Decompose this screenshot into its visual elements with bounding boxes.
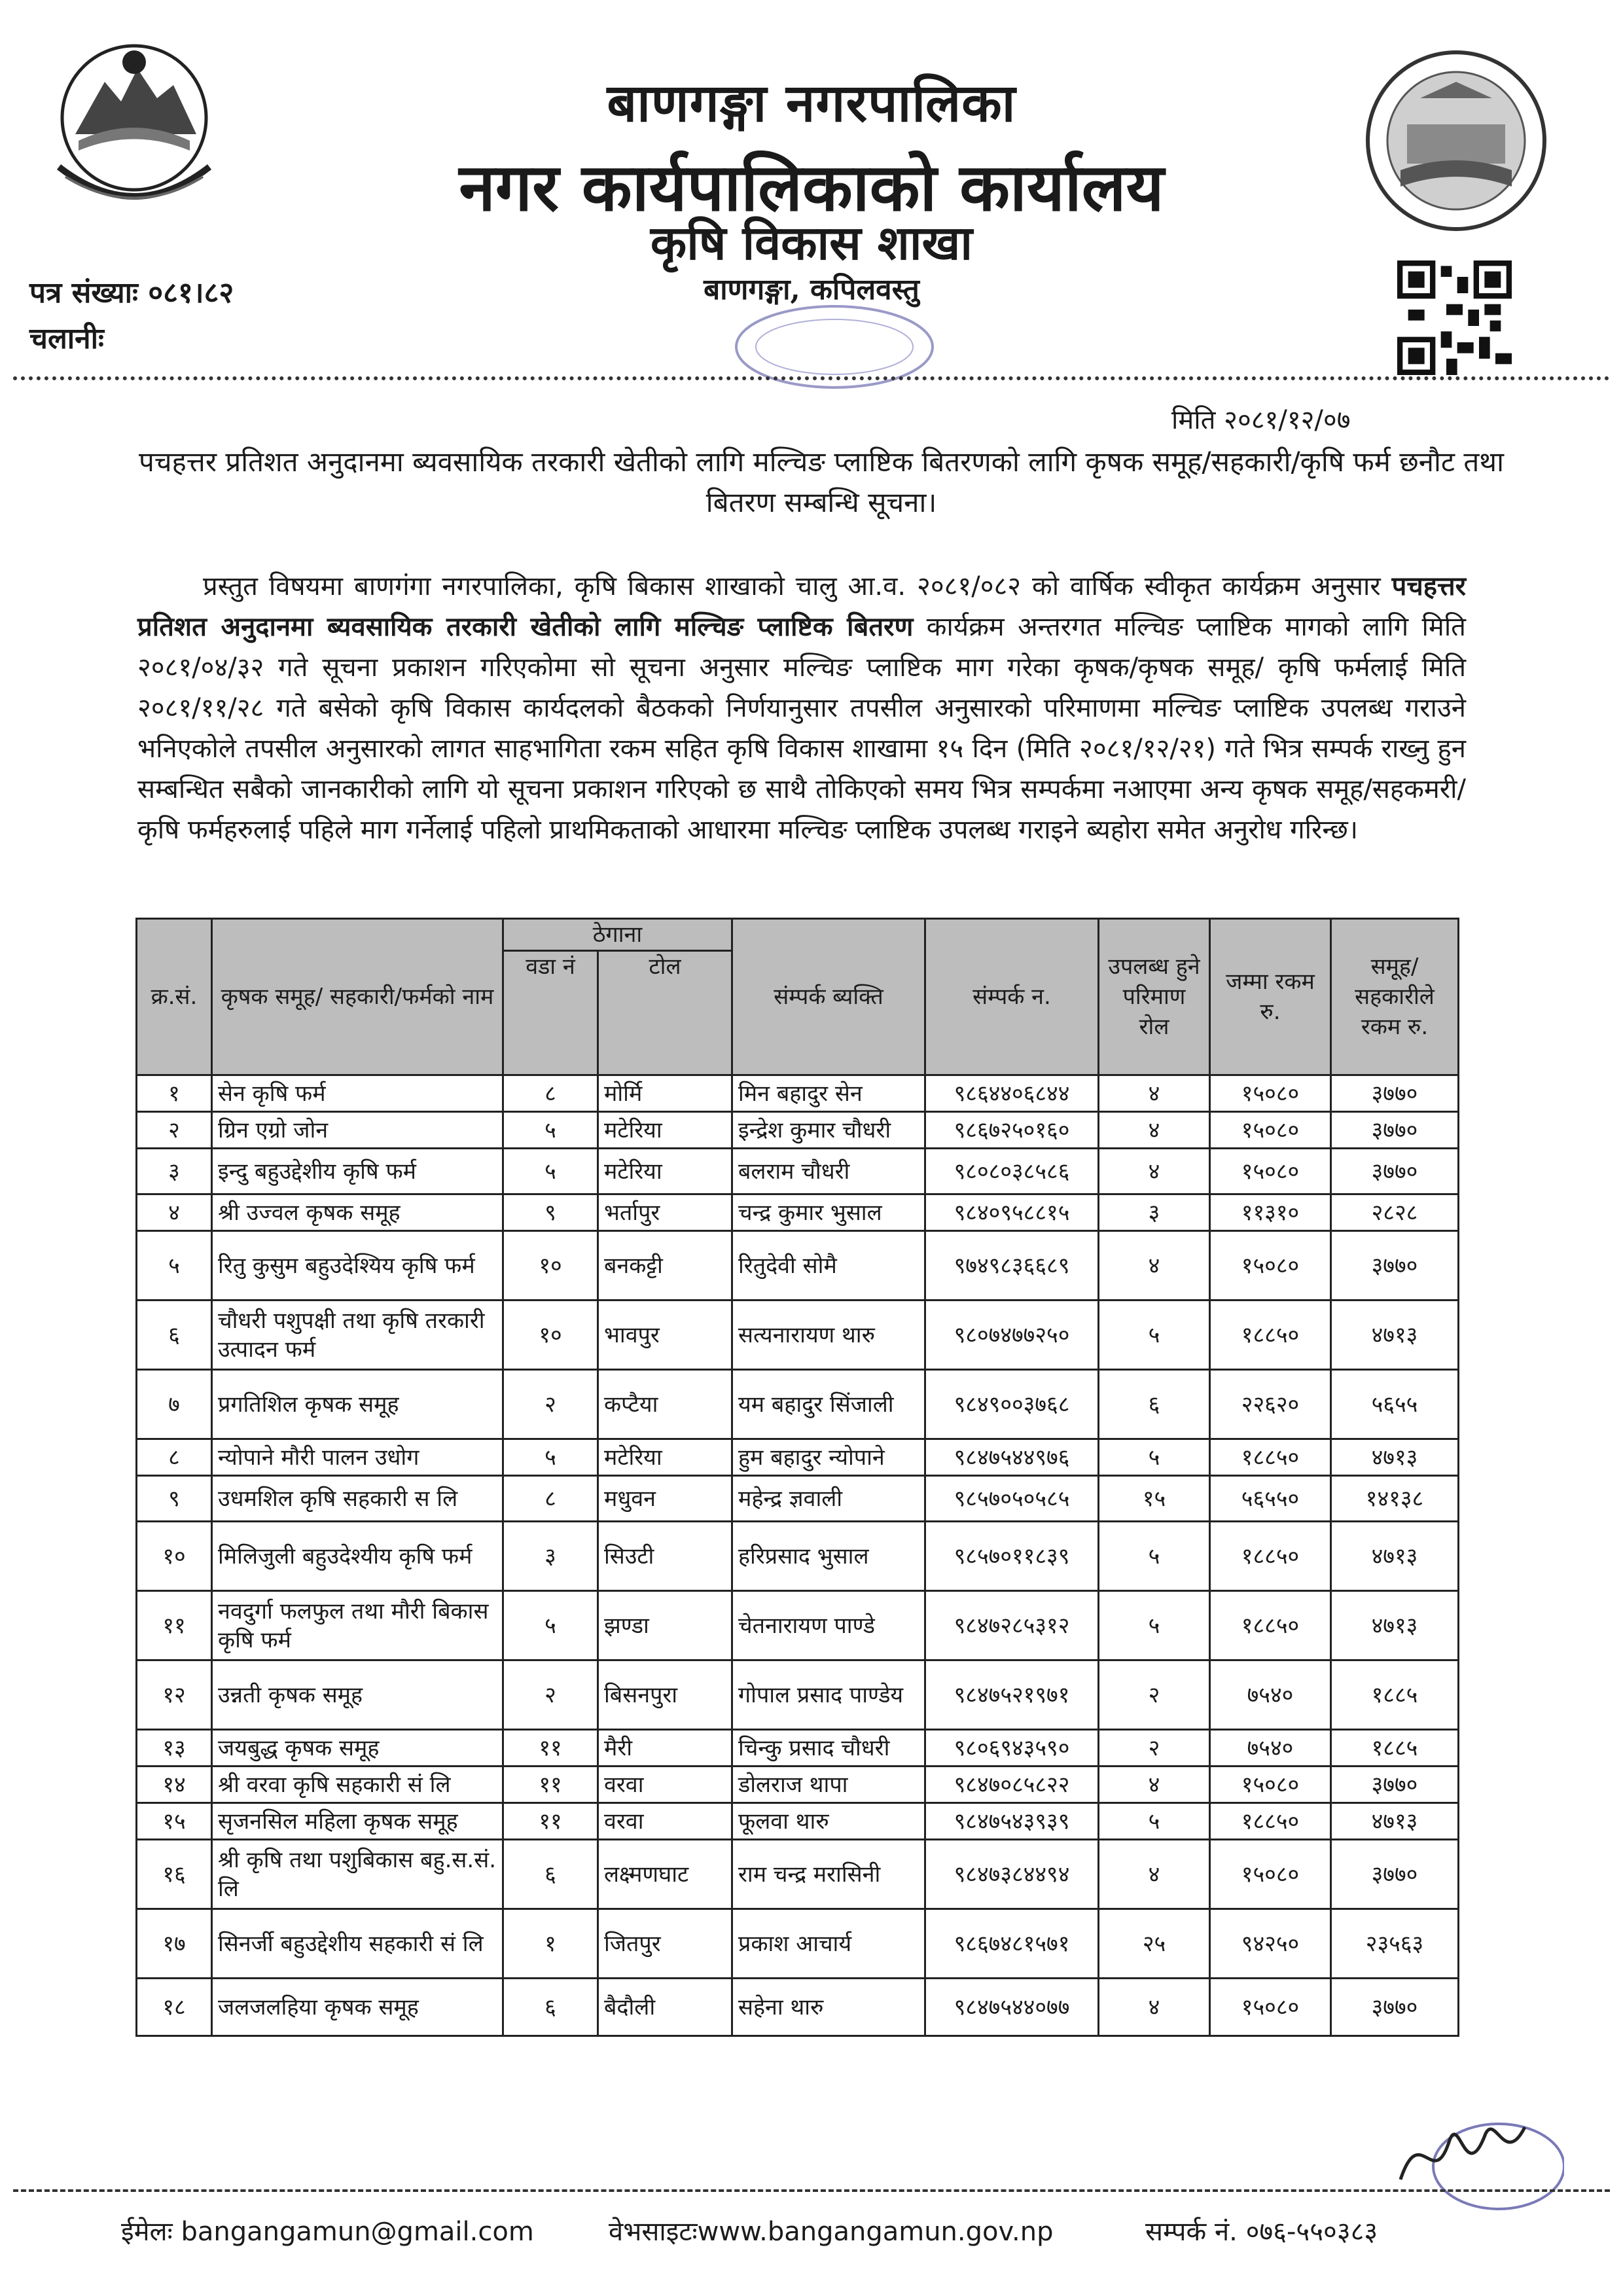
cell-phone: ९८४०९५८८१५: [925, 1194, 1099, 1231]
header-contact-person: संम्पर्क ब्यक्ति: [732, 919, 925, 1075]
cell-tole: मटेरिया: [598, 1439, 732, 1476]
office-name: नगर कार्यपालिकाको कार्यालय: [459, 149, 1164, 226]
cell-sn: ८: [137, 1439, 212, 1476]
cell-sn: ६: [137, 1300, 212, 1370]
cell-qty: १५: [1099, 1476, 1210, 1522]
cell-ward: ११: [503, 1767, 598, 1803]
cell-total: १५०८०: [1210, 1979, 1331, 2036]
cell-share: ३७७०: [1331, 1767, 1459, 1803]
table-row: [137, 1909, 1459, 1979]
cell-tole: बनकट्टी: [598, 1231, 732, 1300]
cell-total: १५०८०: [1210, 1149, 1331, 1194]
cell-person: यम बहादुर सिंजाली: [732, 1370, 925, 1439]
cell-tole: बिसनपुरा: [598, 1660, 732, 1730]
cell-sn: १६: [137, 1840, 212, 1909]
cell-qty: ५: [1099, 1803, 1210, 1840]
footer-email: ईमेलः bangangamun@gmail.com: [121, 2217, 534, 2247]
cell-phone: ९८४७३८४४९४: [925, 1840, 1099, 1909]
cell-person: हरिप्रसाद भुसाल: [732, 1522, 925, 1591]
cell-sn: १०: [137, 1522, 212, 1591]
cell-ward: १: [503, 1909, 598, 1979]
cell-ward: ६: [503, 1840, 598, 1909]
cell-name: प्रगतिशिल कृषक समूह: [212, 1370, 503, 1439]
table-row: [137, 1476, 1459, 1522]
cell-total: १५०८०: [1210, 1767, 1331, 1803]
cell-person: मिन बहादुर सेन: [732, 1075, 925, 1112]
cell-share: ३७७०: [1331, 1112, 1459, 1149]
section-name: कृषि विकास शाखा: [650, 215, 973, 270]
cell-share: १८८५: [1331, 1730, 1459, 1767]
table-body: [137, 1075, 1459, 2036]
cell-qty: ५: [1099, 1300, 1210, 1370]
cell-sn: ५: [137, 1231, 212, 1300]
footer-phone: सम्पर्क नं. ०७६-५५०३८३: [1145, 2217, 1378, 2247]
cell-person: चन्द्र कुमार भुसाल: [732, 1194, 925, 1231]
cell-name: सृजनसिल महिला कृषक समूह: [212, 1803, 503, 1840]
header-tole: टोल: [598, 951, 732, 1075]
header-quantity: उपलब्ध हुने परिमाण रोल: [1099, 919, 1210, 1075]
cell-total: ७५४०: [1210, 1660, 1331, 1730]
table-row: [137, 1370, 1459, 1439]
cell-qty: ५: [1099, 1591, 1210, 1660]
cell-sn: ९: [137, 1476, 212, 1522]
cell-phone: ९८४७५४३९३९: [925, 1803, 1099, 1840]
cell-share: ४७१३: [1331, 1522, 1459, 1591]
cell-tole: मधुवन: [598, 1476, 732, 1522]
cell-tole: बैदौली: [598, 1979, 732, 2036]
municipality-name: बाणगङ्गा नगरपालिका: [607, 72, 1016, 134]
cell-qty: ४: [1099, 1112, 1210, 1149]
cell-person: बलराम चौधरी: [732, 1149, 925, 1194]
cell-tole: लक्ष्मणघाट: [598, 1840, 732, 1909]
table-row: [137, 1075, 1459, 1112]
cell-tole: मोर्मि: [598, 1075, 732, 1112]
cell-share: ४७१३: [1331, 1439, 1459, 1476]
cell-ward: ५: [503, 1591, 598, 1660]
header-ward: वडा नं: [503, 951, 598, 1075]
cell-name: श्री कृषि तथा पशुबिकास बहु.स.सं. लि: [212, 1840, 503, 1909]
cell-name: सिनर्जी बहुउद्देशीय सहकारी सं लि: [212, 1909, 503, 1979]
cell-person: रितुदेवी सोमै: [732, 1231, 925, 1300]
cell-share: ३७७०: [1331, 1149, 1459, 1194]
cell-phone: ९८०७४७७२५०: [925, 1300, 1099, 1370]
notice-body: [137, 566, 1466, 850]
cell-tole: मैरी: [598, 1730, 732, 1767]
cell-sn: १: [137, 1075, 212, 1112]
header-total: जम्मा रकम रु.: [1210, 919, 1331, 1075]
cell-total: १५०८०: [1210, 1231, 1331, 1300]
header-contact-no: संम्पर्क न.: [925, 919, 1099, 1075]
cell-tole: झण्डा: [598, 1591, 732, 1660]
cell-tole: वरवा: [598, 1803, 732, 1840]
cell-sn: २: [137, 1112, 212, 1149]
cell-tole: मटेरिया: [598, 1149, 732, 1194]
cell-ward: ८: [503, 1476, 598, 1522]
cell-name: जलजलहिया कृषक समूह: [212, 1979, 503, 2036]
cell-ward: १०: [503, 1231, 598, 1300]
cell-total: १५०८०: [1210, 1112, 1331, 1149]
cell-sn: १२: [137, 1660, 212, 1730]
table-row: [137, 1300, 1459, 1370]
cell-name: उन्नती कृषक समूह: [212, 1660, 503, 1730]
cell-share: ४७१३: [1331, 1803, 1459, 1840]
cell-share: ४७१३: [1331, 1591, 1459, 1660]
cell-sn: १५: [137, 1803, 212, 1840]
cell-phone: ९८५७०५०५८५: [925, 1476, 1099, 1522]
cell-name: ग्रिन एग्रो जोन: [212, 1112, 503, 1149]
cell-total: २२६२०: [1210, 1370, 1331, 1439]
cell-total: ७५४०: [1210, 1730, 1331, 1767]
cell-person: गोपाल प्रसाद पाण्डेय: [732, 1660, 925, 1730]
table-row: [137, 1439, 1459, 1476]
cell-phone: ९८६७२५०१६०: [925, 1112, 1099, 1149]
table-row: [137, 1591, 1459, 1660]
office-location: बाणगङ्गा, कपिलवस्तु: [704, 273, 919, 306]
cell-share: १४१३८: [1331, 1476, 1459, 1522]
cell-sn: १४: [137, 1767, 212, 1803]
table-row: [137, 1194, 1459, 1231]
cell-total: ११३१०: [1210, 1194, 1331, 1231]
cell-tole: सिउटी: [598, 1522, 732, 1591]
cell-phone: ९८४७२८५३१२: [925, 1591, 1099, 1660]
cell-person: हुम बहादुर न्योपाने: [732, 1439, 925, 1476]
cell-qty: ६: [1099, 1370, 1210, 1439]
cell-person: डोलराज थापा: [732, 1767, 925, 1803]
cell-ward: ९: [503, 1194, 598, 1231]
header-separator: [13, 376, 1610, 380]
cell-sn: १३: [137, 1730, 212, 1767]
cell-tole: मटेरिया: [598, 1112, 732, 1149]
cell-qty: ५: [1099, 1522, 1210, 1591]
header-name: कृषक समूह/ सहकारी/फर्मको नाम: [212, 919, 503, 1075]
cell-phone: ९८४७५४४०७७: [925, 1979, 1099, 2036]
dispatch-number: चलानीः: [29, 322, 104, 355]
cell-sn: ४: [137, 1194, 212, 1231]
table-row: [137, 1522, 1459, 1591]
table-row: [137, 1803, 1459, 1840]
cell-qty: ५: [1099, 1439, 1210, 1476]
header-sn: क्र.सं.: [137, 919, 212, 1075]
cell-name: चौधरी पशुपक्षी तथा कृषि तरकारी उत्पादन फर्म: [212, 1300, 503, 1370]
cell-total: ५६५५०: [1210, 1476, 1331, 1522]
office-stamp-icon: [726, 298, 942, 396]
cell-person: चिन्कु प्रसाद चौधरी: [732, 1730, 925, 1767]
cell-total: १८८५०: [1210, 1803, 1331, 1840]
table-row: [137, 1840, 1459, 1909]
cell-sn: १८: [137, 1979, 212, 2036]
table-row: [137, 1730, 1459, 1767]
cell-tole: जितपुर: [598, 1909, 732, 1979]
cell-name: उधमशिल कृषि सहकारी स लि: [212, 1476, 503, 1522]
cell-sn: १७: [137, 1909, 212, 1979]
cell-ward: ५: [503, 1112, 598, 1149]
footer-website: वेभसाइटःwww.bangangamun.gov.np: [609, 2217, 1054, 2247]
cell-total: ९४२५०: [1210, 1909, 1331, 1979]
cell-ward: ३: [503, 1522, 598, 1591]
cell-phone: ९७४९८३६६८९: [925, 1231, 1099, 1300]
cell-tole: वरवा: [598, 1767, 732, 1803]
cell-phone: ९८५७०११८३९: [925, 1522, 1099, 1591]
cell-name: इन्दु बहुउद्देशीय कृषि फर्म: [212, 1149, 503, 1194]
beneficiary-table: [135, 918, 1459, 2037]
table-row: [137, 1149, 1459, 1194]
cell-tole: भर्तापुर: [598, 1194, 732, 1231]
cell-total: १८८५०: [1210, 1591, 1331, 1660]
signature-stamp-icon: [1387, 2094, 1564, 2212]
cell-sn: ३: [137, 1149, 212, 1194]
cell-total: १८८५०: [1210, 1522, 1331, 1591]
cell-phone: ९८४७०८५८२२: [925, 1767, 1099, 1803]
body-part-2: कार्यक्रम अन्तरगत मल्चिङ प्लाष्टिक मागको लागि मिति २०८१/०४/३२ गते सूचना प्रकाशन गरिएकोमा सो सूचना अनुसार मल्चिङ प्लाष्टिक माग गरेका कृषक/कृषक समूह/ कृषि फर्मलाई मिति २०८१/११/२८ गते बसेको कृषि विकास कार्यदलको बैठकको निर्णयानुसार तपसील अनुसारको परिमाणमा मल्चिङ प्लाष्टिक उपलब्ध गराउने भनिएकोले तपसील अनुसारको लागत साहभागिता रकम सहित कृषि विकास शाखामा १५ दिन (मिति २०८१/१२/२१) गते भित्र सम्पर्क राख्नु हुन सम्बन्धित सबैको जानकारीको लागि यो सूचना प्रकाशन गरिएको छ साथै तोकिएको समय भित्र सम्पर्कमा नआएमा अन्य कृषक समूह/सहकमरी/ कृषि फर्महरुलाई पहिले माग गर्नेलाई पहिलो प्राथमिकताको आधारमा मल्चिङ प्लाष्टिक उपलब्ध गराइने ब्यहोरा समेत अनुरोध गरिन्छ।: [137, 612, 1466, 845]
cell-ward: ११: [503, 1730, 598, 1767]
cell-name: न्योपाने मौरी पालन उधोग: [212, 1439, 503, 1476]
notice-date: मिति २०८१/१२/०७: [1171, 405, 1351, 435]
cell-name: नवदुर्गा फलफुल तथा मौरी बिकास कृषि फर्म: [212, 1591, 503, 1660]
cell-total: १८८५०: [1210, 1439, 1331, 1476]
cell-phone: ९८४९००३७६८: [925, 1370, 1099, 1439]
cell-qty: ४: [1099, 1231, 1210, 1300]
cell-ward: २: [503, 1370, 598, 1439]
cell-sn: ११: [137, 1591, 212, 1660]
cell-name: श्री उज्वल कृषक समूह: [212, 1194, 503, 1231]
table-row: [137, 1767, 1459, 1803]
cell-ward: ५: [503, 1149, 598, 1194]
cell-person: सत्यनारायण थारु: [732, 1300, 925, 1370]
cell-ward: ११: [503, 1803, 598, 1840]
cell-share: ३७७०: [1331, 1979, 1459, 2036]
cell-qty: ४: [1099, 1767, 1210, 1803]
notice-subject: पचहत्तर प्रतिशत अनुदानमा ब्यवसायिक तरकारी खेतीको लागि मल्चिङ प्लाष्टिक बितरणको लागि कृषक समूह/सहकारी/कृषि फर्म छनौट तथा बितरण सम्बन्धि सूचना।: [138, 446, 1505, 518]
cell-qty: ३: [1099, 1194, 1210, 1231]
cell-ward: २: [503, 1660, 598, 1730]
body-part-1: प्रस्तुत विषयमा बाणगंगा नगरपालिका, कृषि बिकास शाखाको चालु आ.व. २०८१/०८२ को वार्षिक स्वीकृत कार्यक्रम अनुसार: [203, 571, 1392, 601]
cell-name: सेन कृषि फर्म: [212, 1075, 503, 1112]
header-address: ठेगाना: [503, 919, 732, 951]
cell-share: १८८५: [1331, 1660, 1459, 1730]
table-row: [137, 1112, 1459, 1149]
cell-share: २८२८: [1331, 1194, 1459, 1231]
cell-ward: ६: [503, 1979, 598, 2036]
cell-sn: ७: [137, 1370, 212, 1439]
cell-name: मिलिजुली बहुउदेश्यीय कृषि फर्म: [212, 1522, 503, 1591]
cell-qty: ४: [1099, 1979, 1210, 2036]
header-share: समूह/सहकारीले रकम रु.: [1331, 919, 1459, 1075]
cell-share: ३७७०: [1331, 1231, 1459, 1300]
cell-phone: ९८०६९४३५९०: [925, 1730, 1099, 1767]
cell-share: ३७७०: [1331, 1840, 1459, 1909]
cell-qty: २: [1099, 1730, 1210, 1767]
cell-phone: ९८६४४०६८४४: [925, 1075, 1099, 1112]
cell-qty: ४: [1099, 1149, 1210, 1194]
cell-share: २३५६३: [1331, 1909, 1459, 1979]
cell-phone: ९८४७५४४९७६: [925, 1439, 1099, 1476]
cell-person: फूलवा थारु: [732, 1803, 925, 1840]
cell-name: श्री वरवा कृषि सहकारी सं लि: [212, 1767, 503, 1803]
table-row: [137, 1231, 1459, 1300]
cell-phone: ९८४७५२१९७१: [925, 1660, 1099, 1730]
table-row: [137, 1979, 1459, 2036]
cell-qty: २: [1099, 1660, 1210, 1730]
cell-total: १८८५०: [1210, 1300, 1331, 1370]
cell-person: चेतनारायण पाण्डे: [732, 1591, 925, 1660]
cell-ward: १०: [503, 1300, 598, 1370]
cell-person: इन्द्रेश कुमार चौधरी: [732, 1112, 925, 1149]
cell-qty: ४: [1099, 1840, 1210, 1909]
cell-person: राम चन्द्र मरासिनी: [732, 1840, 925, 1909]
cell-ward: ५: [503, 1439, 598, 1476]
body-bold-program: पचहत्तर प्रतिशत अनुदानमा ब्यवसायिक तरकारी खेतीको लागि मल्चिङ प्लाष्टिक बितरण: [137, 571, 1466, 642]
cell-qty: ४: [1099, 1075, 1210, 1112]
cell-total: १५०८०: [1210, 1840, 1331, 1909]
cell-qty: २५: [1099, 1909, 1210, 1979]
cell-phone: ९८६७४८१५७१: [925, 1909, 1099, 1979]
cell-total: १५०८०: [1210, 1075, 1331, 1112]
table-row: [137, 1660, 1459, 1730]
letter-number: पत्र संख्याः ०८१।८२: [29, 276, 234, 310]
cell-ward: ८: [503, 1075, 598, 1112]
cell-person: महेन्द्र ज्ञवाली: [732, 1476, 925, 1522]
cell-share: ४७१३: [1331, 1300, 1459, 1370]
cell-name: रितु कुसुम बहुउदेश्यिय कृषि फर्म: [212, 1231, 503, 1300]
cell-share: ३७७०: [1331, 1075, 1459, 1112]
cell-share: ५६५५: [1331, 1370, 1459, 1439]
cell-person: सहेना थारु: [732, 1979, 925, 2036]
cell-person: प्रकाश आचार्य: [732, 1909, 925, 1979]
cell-phone: ९८०८०३८५८६: [925, 1149, 1099, 1194]
cell-name: जयबुद्ध कृषक समूह: [212, 1730, 503, 1767]
cell-tole: भावपुर: [598, 1300, 732, 1370]
footer-separator: [13, 2189, 1610, 2192]
cell-tole: कप्टैया: [598, 1370, 732, 1439]
